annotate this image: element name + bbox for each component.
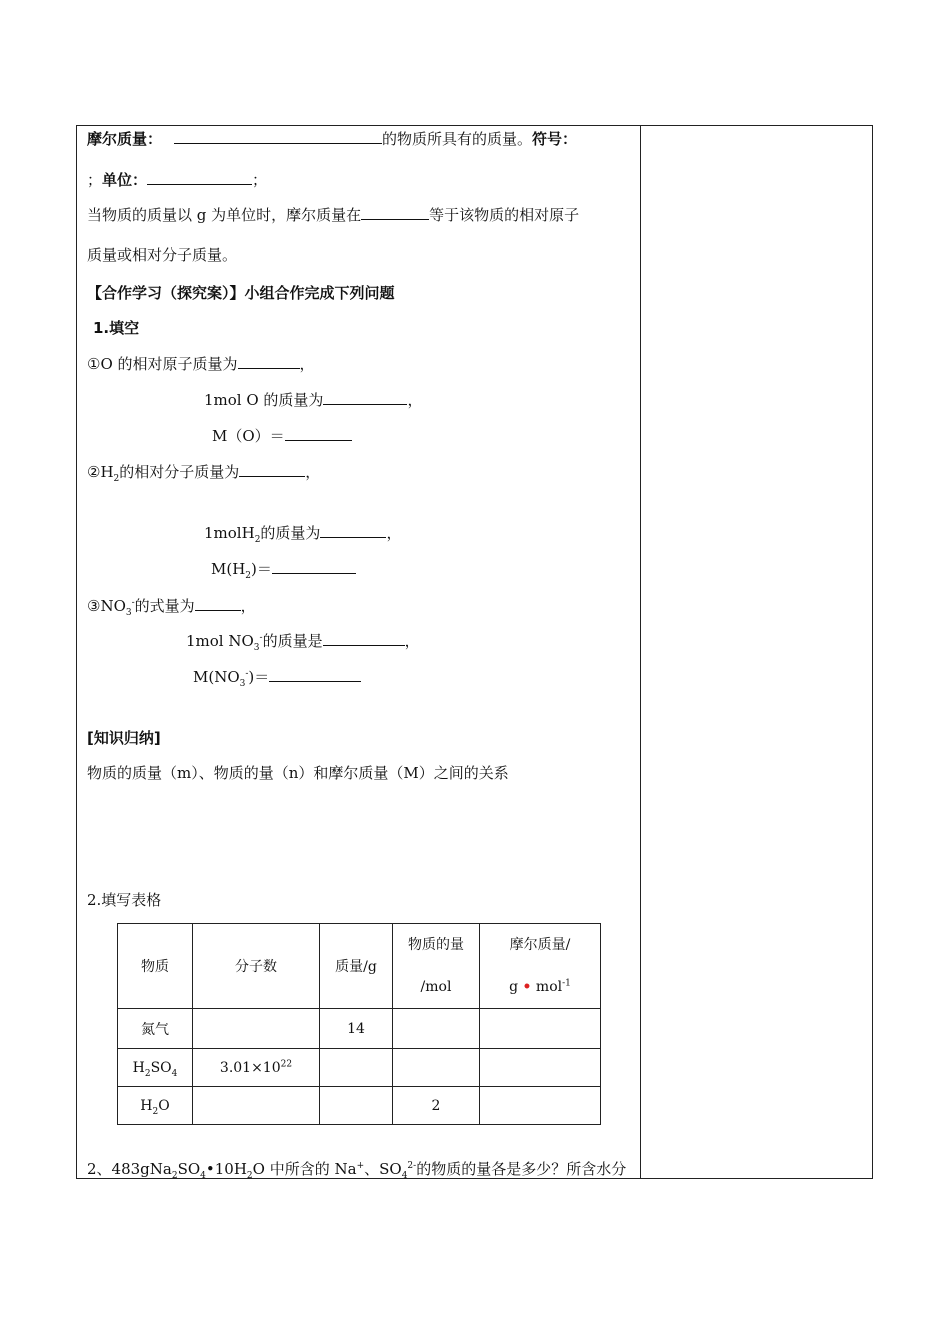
cell-input[interactable] <box>320 1049 393 1087</box>
q1-h2-relative: $②H_2$的相对分子质量为 ， <box>87 463 321 484</box>
q1-o-relative: ①O 的相对原子质量为 ， <box>87 355 315 373</box>
cell-input[interactable] <box>480 1009 601 1049</box>
q2-title: 2.填写表格 <box>87 891 162 909</box>
cell-input[interactable] <box>393 1049 480 1087</box>
blank-unit[interactable] <box>147 170 252 185</box>
cell-input[interactable] <box>480 1087 601 1125</box>
summary-text: 物质的质量（m）、物质的量（n）和摩尔质量（M）之间的关系 <box>87 764 509 782</box>
cell-input[interactable] <box>193 1009 320 1049</box>
molar-mass-relation: 当物质的质量以 g 为单位时，摩尔质量在 等于该物质的相对原子 <box>87 206 580 224</box>
cell-input[interactable] <box>193 1087 320 1125</box>
blank-relation[interactable] <box>361 205 429 220</box>
header-mass: 质量/g <box>320 924 393 1009</box>
q1-title: 1.填空 <box>93 319 140 337</box>
q3-text: 2、$483gNa_2SO_4•10H_2O$ 中所含的 Na+、$SO_4^{2-}$的物质的量各是多少？所含水分 <box>87 1160 627 1181</box>
blank-o-mass[interactable] <box>323 390 407 405</box>
cell-input[interactable] <box>393 1009 480 1049</box>
coop-heading: 【合作学习（探究案）】小组合作完成下列问题 <box>87 284 395 302</box>
q1-no3-mass: 1mol $NO_3^-$的质量是 ， <box>186 632 420 653</box>
q1-o-molar: M（O）＝ <box>212 426 352 446</box>
blank-o-relative[interactable] <box>238 354 300 369</box>
blank-no3-formula[interactable] <box>195 596 241 611</box>
blank-molar-definition[interactable] <box>174 129 382 144</box>
q1-o-mass: 1mol O 的质量为 ， <box>204 391 423 409</box>
q1-no3-formula: $③NO_3^-$的式量为 ， <box>87 597 256 618</box>
table-row: $H_2O$ 2 <box>118 1087 601 1125</box>
q1-no3-molar: $M(NO_3^-)=$ <box>193 667 361 687</box>
cell-input[interactable] <box>320 1087 393 1125</box>
q1-h2-mass: 1molH$_2$的质量为 ， <box>204 524 402 545</box>
table-row: 氮气 14 <box>118 1009 601 1049</box>
table-row: $H_2SO_4$ $3.01\times 10^{22}$ <box>118 1049 601 1087</box>
q1-h2-molar: $M(H_2)=$ <box>211 559 356 579</box>
cell-input[interactable] <box>480 1049 601 1087</box>
fill-table <box>117 923 601 1125</box>
molar-mass-definition: 摩尔质量： 的物质所具有的质量。符号： <box>87 130 578 148</box>
blank-no3-mass[interactable] <box>323 631 405 646</box>
blank-no3-molar[interactable] <box>269 667 361 682</box>
header-substance: 物质 <box>118 924 193 1009</box>
header-amount: 物质的量 /mol <box>393 924 480 1009</box>
column-divider <box>640 125 641 1179</box>
molar-mass-unit: ；单位： ； <box>87 171 268 189</box>
table-header-row <box>118 924 601 1009</box>
blank-h2-mass[interactable] <box>320 523 386 538</box>
header-molecules: 分子数 <box>193 924 320 1009</box>
blank-h2-relative[interactable] <box>239 462 305 477</box>
summary-heading: [知识归纳] <box>87 729 161 747</box>
molar-mass-relation-cont: 质量或相对分子质量。 <box>87 246 238 264</box>
header-molar-mass: 摩尔质量/ g • mol$^{-1}$ <box>480 924 601 1009</box>
blank-o-molar[interactable] <box>285 426 352 441</box>
blank-h2-molar[interactable] <box>272 559 356 574</box>
